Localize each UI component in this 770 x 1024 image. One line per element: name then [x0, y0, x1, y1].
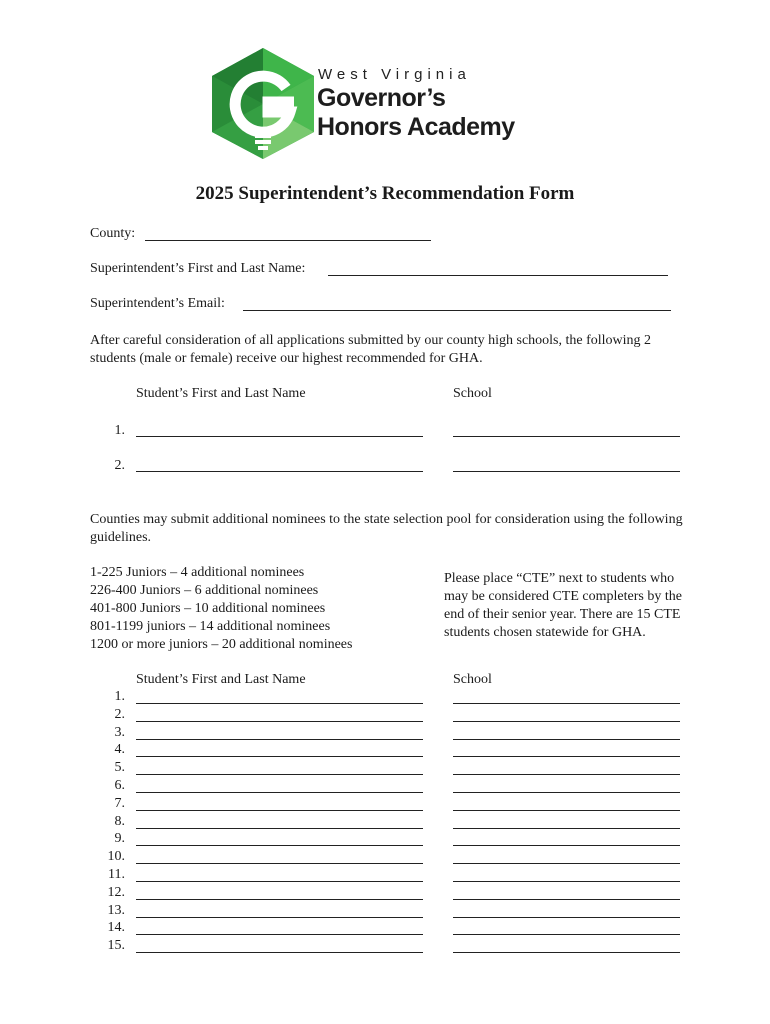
additional-student-field[interactable]	[136, 899, 423, 900]
superintendent-email-field[interactable]	[243, 310, 671, 311]
additional-school-field[interactable]	[453, 810, 680, 811]
additional-school-field[interactable]	[453, 934, 680, 935]
primary-school-field[interactable]	[453, 436, 680, 437]
additional-student-field[interactable]	[136, 739, 423, 740]
guideline-item: 1200 or more juniors – 20 additional nominees	[90, 637, 353, 652]
guideline-item: 1-225 Juniors – 4 additional nominees	[90, 565, 305, 580]
primary-student-field[interactable]	[136, 436, 423, 437]
additional-row-number: 10.	[107, 849, 125, 865]
guideline-item: 401-800 Juniors – 10 additional nominees	[90, 601, 326, 616]
guidelines-list	[90, 564, 352, 654]
additional-school-field[interactable]	[453, 721, 680, 722]
additional-school-field[interactable]	[453, 917, 680, 918]
brand-honors-academy: Honors Academy	[317, 113, 515, 141]
additional-student-field[interactable]	[136, 721, 423, 722]
additional-student-field[interactable]	[136, 863, 423, 864]
additional-row-number: 3.	[114, 724, 125, 740]
school-header: School	[453, 386, 492, 401]
additional-row-number: 1.	[114, 689, 125, 704]
cte-note: Please place “CTE” next to students who may be considered CTE completers by the end of their senior year. There are 15 CTE students chosen statewide for GHA.	[444, 571, 682, 640]
additional-row-number: 12.	[107, 884, 125, 900]
additional-row-number: 6.	[114, 778, 125, 793]
additional-row-number: 7.	[114, 795, 125, 811]
page-title: 2025 Superintendent’s Recommendation Form	[195, 183, 575, 204]
additional-school-field[interactable]	[453, 863, 680, 864]
primary-school-field[interactable]	[453, 471, 680, 472]
additional-student-field[interactable]	[136, 881, 423, 882]
additional-school-field[interactable]	[453, 828, 680, 829]
superintendent-name-field[interactable]	[328, 275, 668, 276]
additional-school-field[interactable]	[453, 899, 680, 900]
additional-student-field[interactable]	[136, 792, 423, 793]
additional-student-field[interactable]	[136, 917, 423, 918]
additional-school-field[interactable]	[453, 881, 680, 882]
additional-school-header: School	[453, 672, 492, 687]
student-name-header: Student’s First and Last Name	[136, 386, 306, 401]
additional-row-number: 11.	[108, 867, 125, 882]
additional-student-field[interactable]	[136, 828, 423, 829]
additional-school-field[interactable]	[453, 774, 680, 775]
brand-governors: Governor’s	[317, 84, 446, 112]
guideline-item: 226-400 Juniors – 6 additional nominees	[90, 583, 319, 598]
additional-student-field[interactable]	[136, 703, 423, 704]
additional-row-number: 8.	[114, 813, 125, 829]
additional-row-number: 2.	[114, 706, 125, 722]
additional-row-number: 4.	[114, 742, 125, 758]
gha-hexagon-lightbulb-icon	[208, 46, 318, 161]
additional-school-field[interactable]	[453, 792, 680, 793]
additional-school-field[interactable]	[453, 756, 680, 757]
additional-row-number: 15.	[107, 938, 125, 954]
county-field[interactable]	[145, 240, 431, 241]
superintendent-name-label: Superintendent’s First and Last Name:	[90, 261, 306, 276]
county-label: County:	[90, 226, 136, 241]
primary-row-number: 1.	[114, 423, 125, 438]
additional-student-name-header: Student’s First and Last Name	[136, 672, 306, 687]
additional-student-field[interactable]	[136, 810, 423, 811]
additional-school-field[interactable]	[453, 845, 680, 846]
brand-state: West Virginia	[318, 66, 471, 83]
additional-row-number: 9.	[114, 831, 125, 847]
primary-student-field[interactable]	[136, 471, 423, 472]
additional-row-number: 14.	[107, 920, 125, 936]
additional-student-field[interactable]	[136, 845, 423, 846]
additional-school-field[interactable]	[453, 739, 680, 740]
guideline-item: 801-1199 juniors – 14 additional nominees	[90, 619, 331, 634]
additional-student-field[interactable]	[136, 774, 423, 775]
additional-row-number: 5.	[114, 760, 125, 776]
additional-student-field[interactable]	[136, 934, 423, 935]
additional-student-field[interactable]	[136, 952, 423, 953]
additional-school-field[interactable]	[453, 703, 680, 704]
primary-row-number: 2.	[114, 458, 125, 473]
superintendent-email-label: Superintendent’s Email:	[90, 296, 225, 311]
additional-row-number: 13.	[107, 902, 125, 918]
additional-school-field[interactable]	[453, 952, 680, 953]
additional-student-field[interactable]	[136, 756, 423, 757]
additional-intro-paragraph: Counties may submit additional nominees to the state selection pool for consideration using the following guidelines.	[90, 512, 683, 545]
intro-paragraph: After careful consideration of all applications submitted by our county high schools, the following 2 students (male or female) receive our highest recommended for GHA.	[90, 333, 652, 366]
